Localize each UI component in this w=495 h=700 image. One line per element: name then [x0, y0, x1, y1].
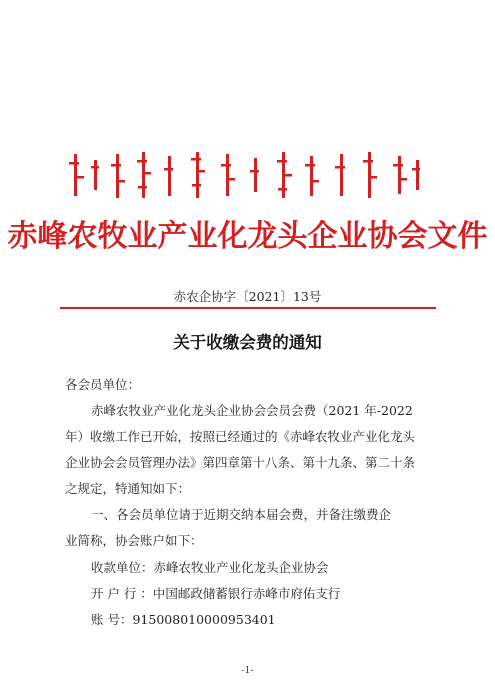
body-paragraph-line: 赤峰农牧业产业化龙头企业协会会员会费（2021 年-2022 — [91, 403, 413, 418]
salutation: 各会员单位： — [65, 377, 141, 392]
body-paragraph-line: 年）收缴工作已开始，按照已经通过的《赤峰农牧业产业化龙头 — [65, 429, 416, 444]
document-header-title: 赤峰农牧业产业化龙头企业协会文件 — [7, 219, 488, 254]
notice-title: 关于收缴会费的通知 — [173, 333, 322, 352]
bank-line: 开 户 行 ：中国邮政储蓄银行赤峰市府佑支行 — [91, 586, 341, 601]
item-paragraph-line: 业简称，协会账户如下： — [65, 533, 203, 548]
payee-line: 收款单位：赤峰农牧业产业化龙头企业协会 — [91, 560, 329, 575]
red-divider — [60, 307, 436, 309]
item-paragraph-line: 一、各会员单位请于近期交纳本届会费，并备注缴费企 — [91, 507, 392, 522]
document-number: 赤农企协字〔2021〕13号 — [173, 289, 322, 304]
page-number: -1- — [241, 666, 254, 676]
body-paragraph-line: 企业协会会员管理办法》第四章第十八条、第十九条、第二十条 — [65, 455, 416, 470]
mongolian-script-header — [64, 150, 424, 200]
account-line: 账 号：915008010000953401 — [91, 612, 276, 627]
body-paragraph-line: 之规定，特通知如下： — [65, 481, 191, 496]
